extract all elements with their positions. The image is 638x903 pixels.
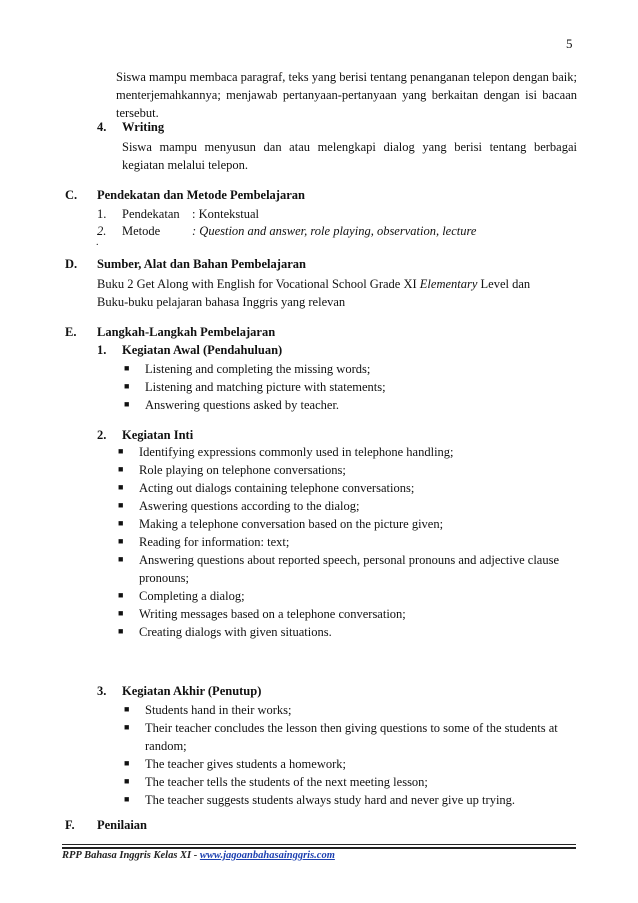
- kegiatan-inti-item: Answering questions about reported speech, personal pronouns and adjective clause: [139, 553, 560, 567]
- bullet-icon: ■: [124, 722, 130, 732]
- bullet-icon: ■: [124, 363, 130, 373]
- section-c-letter: C.: [65, 188, 78, 202]
- footer-link[interactable]: www.jagoanbahasainggris.com: [199, 850, 335, 861]
- footer-text: RPP Bahasa Inggris Kelas XI -: [62, 850, 200, 861]
- section-c-item-2-label: Metode: [122, 224, 161, 238]
- footer-rule-bottom: [62, 847, 576, 849]
- section-d-line-1: [97, 277, 578, 292]
- footer: [62, 850, 335, 861]
- section-c-item-1-label: Pendekatan: [122, 207, 180, 221]
- kegiatan-inti-item: Aswering questions according to the dialog;: [139, 499, 360, 513]
- section-c-item-2-value: : Question and answer, role playing, observation, lecture: [192, 224, 477, 238]
- kegiatan-awal-item: Listening and matching picture with statements;: [145, 380, 386, 394]
- bullet-icon: ■: [118, 500, 124, 510]
- section-d-line-1-italic: Elementary: [419, 277, 478, 291]
- kegiatan-akhir-number: 3.: [97, 684, 107, 698]
- bullet-icon: ■: [124, 381, 130, 391]
- kegiatan-inti-item: Acting out dialogs containing telephone conversations;: [139, 481, 415, 495]
- bullet-icon: ■: [124, 704, 130, 714]
- kegiatan-inti-item: Writing messages based on a telephone conversation;: [139, 607, 406, 621]
- section-d-line-1-start: Buku 2 Get Along with English for Vocational School Grade XI: [97, 277, 420, 291]
- kegiatan-akhir-item: Their teacher concludes the lesson then giving questions to some of the students at: [145, 721, 558, 735]
- reading-paragraph: Siswa mampu membaca paragraf, teks yang berisi tentang penanganan telepon dengan baik; menterjemahkannya; menjawab pertanyaan-pertanyaan yang berkaitan dengan isi bacaan tersebut.: [116, 70, 577, 120]
- writing-paragraph: Siswa mampu menyusun dan atau melengkapi dialog yang berisi tentang berbagai kegiatan melalui telepon.: [122, 140, 577, 172]
- writing-number: 4.: [97, 120, 107, 134]
- kegiatan-awal-number: 1.: [97, 343, 107, 357]
- section-c-item-1-num: 1.: [97, 207, 107, 221]
- kegiatan-akhir-title: Kegiatan Akhir (Penutup): [122, 684, 262, 698]
- kegiatan-inti-item: Creating dialogs with given situations.: [139, 625, 332, 639]
- bullet-icon: ■: [118, 590, 124, 600]
- writing-title: Writing: [122, 120, 165, 134]
- kegiatan-akhir-item: Students hand in their works;: [145, 703, 292, 717]
- kegiatan-awal-item: Answering questions asked by teacher.: [145, 398, 340, 412]
- bullet-icon: ■: [118, 446, 124, 456]
- bullet-icon: ■: [118, 626, 124, 636]
- kegiatan-inti-item: Role playing on telephone conversations;: [139, 463, 346, 477]
- section-c-title: Pendekatan dan Metode Pembelajaran: [97, 188, 305, 202]
- section-f-title: Penilaian: [97, 818, 148, 832]
- kegiatan-inti-item: Reading for information: text;: [139, 535, 290, 549]
- kegiatan-akhir-item: The teacher tells the students of the next meeting lesson;: [145, 775, 428, 789]
- section-e-letter: E.: [65, 325, 77, 339]
- kegiatan-inti-item: Identifying expressions commonly used in telephone handling;: [139, 445, 454, 459]
- section-d-title: Sumber, Alat dan Bahan Pembelajaran: [97, 257, 306, 271]
- kegiatan-akhir-item: random;: [145, 739, 187, 753]
- bullet-icon: ■: [124, 758, 130, 768]
- section-d-line-1-end: Level dan: [477, 277, 531, 291]
- kegiatan-inti-item: pronouns;: [139, 571, 189, 585]
- kegiatan-akhir-item: The teacher suggests students always study hard and never give up trying.: [145, 793, 516, 807]
- section-e-title: Langkah-Langkah Pembelajaran: [97, 325, 276, 339]
- bullet-icon: ■: [124, 794, 130, 804]
- section-d-line-2: Buku-buku pelajaran bahasa Inggris yang relevan: [97, 295, 346, 309]
- footer-rule-top: [62, 844, 576, 845]
- bullet-icon: ■: [118, 482, 124, 492]
- kegiatan-awal-title: Kegiatan Awal (Pendahuluan): [122, 343, 283, 357]
- section-c-item-2-num: 2.: [97, 224, 107, 238]
- bullet-icon: ■: [118, 554, 124, 564]
- bullet-icon: ■: [124, 776, 130, 786]
- section-d-letter: D.: [65, 257, 78, 271]
- kegiatan-inti-title: Kegiatan Inti: [122, 428, 194, 442]
- stray-dot: .: [96, 237, 99, 248]
- bullet-icon: ■: [118, 536, 124, 546]
- section-c-item-1-value: : Kontekstual: [192, 207, 260, 221]
- kegiatan-inti-item: Completing a dialog;: [139, 589, 245, 603]
- section-f-letter: F.: [65, 818, 75, 832]
- bullet-icon: ■: [118, 464, 124, 474]
- bullet-icon: ■: [124, 399, 130, 409]
- kegiatan-awal-item: Listening and completing the missing words;: [145, 362, 371, 376]
- bullet-icon: ■: [118, 518, 124, 528]
- kegiatan-inti-number: 2.: [97, 428, 107, 442]
- page-number: 5: [566, 36, 573, 51]
- kegiatan-inti-item: Making a telephone conversation based on the picture given;: [139, 517, 444, 531]
- bullet-icon: ■: [118, 608, 124, 618]
- kegiatan-akhir-item: The teacher gives students a homework;: [145, 757, 346, 771]
